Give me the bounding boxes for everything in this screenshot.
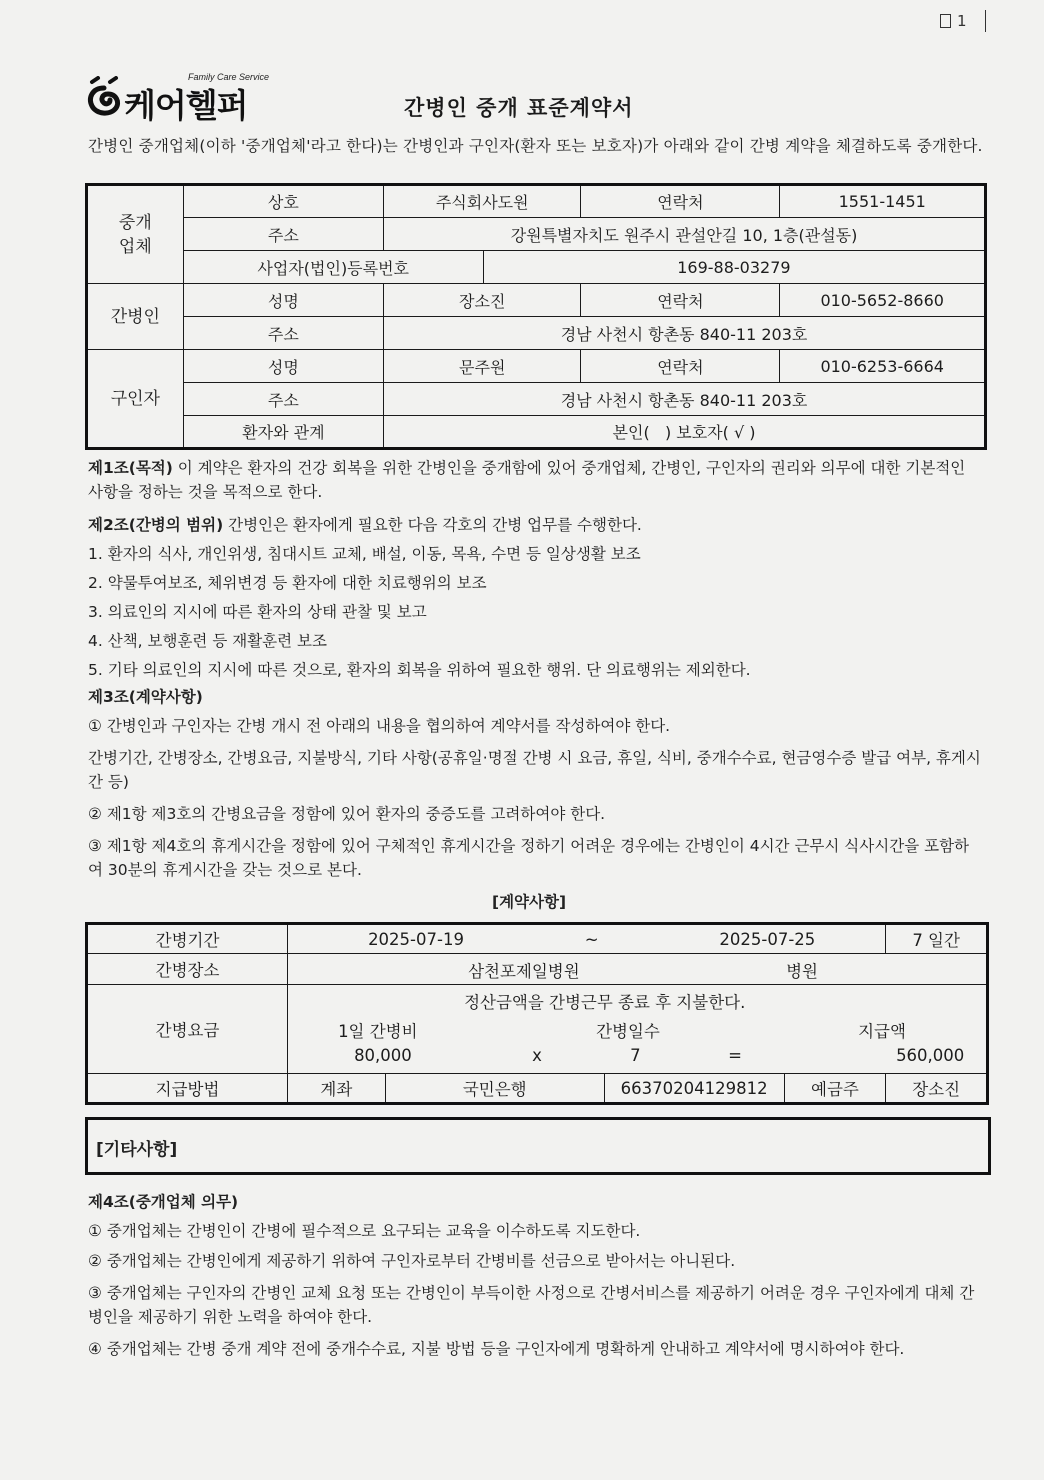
agency-name-label: 상호 (183, 185, 383, 218)
caregiver-contact-label: 연락처 (581, 284, 780, 317)
agency-reg-label: 사업자(법인)등록번호 (183, 251, 483, 284)
article-2-body: 간병인은 환자에게 필요한 다음 각호의 간병 업무를 수행한다. (223, 516, 642, 534)
article-1-body: 이 계약은 환자의 건강 회복을 위한 간병인을 중개함에 있어 중개업체, 간병인, 구인자의 권리와 의무에 대한 기본적인 사항을 정하는 것을 목적으로 한다. (88, 459, 966, 501)
client-relation-label: 환자와 관계 (183, 416, 383, 449)
fee-details (288, 985, 988, 1074)
client-name-label: 성명 (183, 350, 383, 383)
contract-section-title: [계약사항] (492, 893, 567, 911)
caregiver-name-label: 성명 (183, 284, 383, 317)
period-label: 간병기간 (87, 924, 288, 954)
caregiver-address-label: 주소 (183, 317, 383, 350)
pay-label: 지급방법 (87, 1074, 288, 1104)
account-number: 66370204129812 (604, 1074, 784, 1104)
caregiver-group-label: 간병인 (87, 284, 184, 350)
article-2-heading: 제2조(간병의 범위) (88, 516, 224, 534)
article-4-clause-2: ② 중개업체는 간병인에게 제공하기 위하여 구인자로부터 간병비를 선금으로 받아서는 아니된다. (88, 1252, 736, 1270)
articles-section (88, 456, 983, 882)
article-2 (88, 513, 983, 537)
article-2-item: 4. 산책, 보행훈련 등 재활훈련 보조 (88, 632, 328, 650)
document-title: 간병인 중개 표준계약서 (404, 96, 634, 120)
agency-group-label (87, 185, 184, 284)
agency-name-value: 주식회사도원 (384, 185, 581, 218)
daily-fee-label: 1일 간병비 (338, 1022, 418, 1041)
place-type: 병원 (786, 962, 818, 981)
bank-name: 국민은행 (385, 1074, 604, 1104)
caregiver-name-value: 장소진 (384, 284, 581, 317)
caregiver-address-value: 경남 사천시 항촌동 840-11 203호 (384, 317, 986, 350)
period-end-date: 2025-07-25 (719, 929, 816, 949)
parties-table (85, 183, 987, 450)
caregiver-contact-value: 010-5652-8660 (780, 284, 986, 317)
total-label: 지급액 (858, 1022, 906, 1041)
day-count-label: 간병일수 (596, 1022, 660, 1041)
client-contact-value: 010-6253-6664 (780, 350, 986, 383)
client-contact-label: 연락처 (581, 350, 780, 383)
company-logo (84, 72, 294, 124)
page-divider (985, 10, 987, 32)
total-value: 560,000 (896, 1046, 965, 1065)
article-4-heading: 제4조(중개업체 의무) (88, 1193, 239, 1211)
times-sign: x (532, 1046, 542, 1065)
period-days: 7 일간 (886, 924, 988, 954)
daily-fee-value: 80,000 (354, 1046, 412, 1065)
holder-label: 예금주 (784, 1074, 886, 1104)
article-2-item: 5. 기타 의료인의 지시에 따른 것으로, 환자의 회복을 위하여 필요한 행위. 단 의료행위는 제외한다. (88, 661, 751, 679)
place-name: 삼천포제일병원 (468, 962, 580, 981)
page-number (940, 10, 986, 32)
client-group-label: 구인자 (87, 350, 184, 449)
article-4-clause-4: ④ 중개업체는 간병 중개 계약 전에 중개수수료, 지불 방법 등을 구인자에게 명확하게 안내하고 계약서에 명시하여야 한다. (88, 1340, 905, 1358)
logo-swirl-icon (84, 76, 124, 120)
agency-contact-value: 1551-1451 (780, 185, 986, 218)
article-3-items: 간병기간, 간병장소, 간병요금, 지불방식, 기타 사항(공휴일·명절 간병 시 요금, 휴일, 식비, 중개수수료, 현금영수증 발급 여부, 휴게시간 등) (88, 749, 981, 791)
misc-box (85, 1117, 991, 1175)
agency-group-label-line2: 업체 (118, 236, 152, 257)
place-value (288, 954, 988, 985)
period-start-date: 2025-07-19 (368, 929, 464, 949)
day-count-value: 7 (630, 1046, 641, 1065)
article-3-clause-1: ① 간병인과 구인자는 간병 개시 전 아래의 내용을 협의하여 계약서를 작성하여야 한다. (88, 717, 671, 735)
article-2-item: 1. 환자의 식사, 개인위생, 침대시트 교체, 배설, 이동, 목욕, 수면 등 일상생활 보조 (88, 545, 641, 563)
article-1-heading: 제1조(목적) (88, 459, 173, 477)
logo-wordmark: 케어헬퍼 (124, 86, 248, 125)
intro-paragraph: 간병인 중개업체(이하 '중개업체'라고 한다)는 간병인과 구인자(환자 또는 보호자)가 아래와 같이 간병 계약을 체결하도록 중개한다. (88, 137, 983, 155)
article-4-clause-3: ③ 중개업체는 구인자의 간병인 교체 요청 또는 간병인이 부득이한 사정으로 간병서비스를 제공하기 어려운 경우 구인자에게 대체 간병인을 제공하기 위한 노력을 하여야 한다. (88, 1284, 975, 1326)
agency-contact-label: 연락처 (581, 185, 780, 218)
page-number-text: 1 (956, 12, 967, 30)
client-address-value: 경남 사천시 항촌동 840-11 203호 (384, 383, 986, 416)
article-3-heading: 제3조(계약사항) (88, 688, 203, 706)
equals-sign: = (728, 1046, 742, 1065)
pay-method: 계좌 (288, 1074, 386, 1104)
client-address-label: 주소 (183, 383, 383, 416)
article-3-clause-2: ② 제1항 제3호의 간병요금을 정함에 있어 환자의 중증도를 고려하여야 한다. (88, 805, 606, 823)
article-3-clause-3: ③ 제1항 제4호의 휴게시간을 정함에 있어 구체적인 휴게시간을 정하기 어려운 경우에는 간병인이 4시간 근무시 식사시간을 포함하여 30분의 휴게시간을 갖는 것으로 본다. (88, 837, 970, 879)
article-2-item: 2. 약물투여보조, 체위변경 등 환자에 대한 치료행위의 보조 (88, 574, 487, 592)
period-value (288, 924, 886, 954)
agency-group-label-line1: 중개 (118, 212, 152, 233)
article-1 (88, 456, 983, 504)
logo-subtitle: Family Care Service (188, 72, 270, 82)
article-4-section (88, 1190, 983, 1361)
client-relation-value: 본인( ) 보호자( √ ) (384, 416, 986, 449)
fee-note: 정산금액을 간병근무 종료 후 지불한다. (464, 993, 746, 1012)
holder-name: 장소진 (886, 1074, 988, 1104)
client-name-value: 문주원 (384, 350, 581, 383)
place-label: 간병장소 (87, 954, 288, 985)
agency-reg-value: 169-88-03279 (483, 251, 985, 284)
agency-address-value: 강원특별자치도 원주시 관설안길 10, 1층(관설동) (384, 218, 986, 251)
agency-address-label: 주소 (183, 218, 383, 251)
article-4-clause-1: ① 중개업체는 간병인이 간병에 필수적으로 요구되는 교육을 이수하도록 지도한다. (88, 1222, 641, 1240)
document-icon (940, 14, 951, 28)
period-tilde: ~ (584, 929, 599, 949)
fee-label: 간병요금 (87, 985, 288, 1074)
misc-title: [기타사항] (96, 1140, 178, 1160)
contract-terms-table (85, 922, 989, 1105)
article-2-item: 3. 의료인의 지시에 따른 환자의 상태 관찰 및 보고 (88, 603, 427, 621)
